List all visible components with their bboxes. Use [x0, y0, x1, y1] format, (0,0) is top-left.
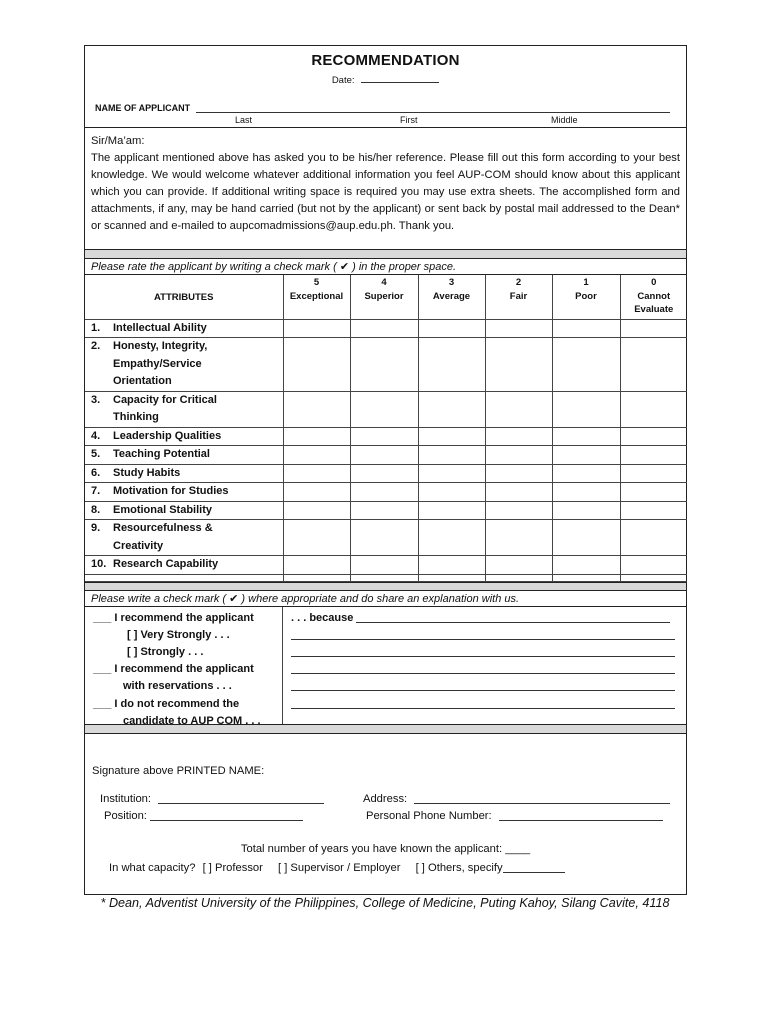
rating-instruction: Please rate the applicant by writing a check mark ( ✔ ) in the proper space.: [85, 259, 686, 275]
phone-row: [366, 809, 663, 822]
rating-cell[interactable]: [350, 464, 418, 483]
date-row: [85, 74, 686, 86]
rating-cell[interactable]: [418, 556, 485, 575]
attribute-row: [85, 391, 687, 427]
rating-cell[interactable]: [552, 319, 620, 338]
rating-cell[interactable]: [620, 464, 687, 483]
recommendation-instruction: Please write a check mark ( ✔ ) where appropriate and do share an explanation with us.: [85, 591, 686, 607]
rating-cell[interactable]: [485, 338, 552, 392]
rating-cell[interactable]: [418, 501, 485, 520]
attribute-row: [85, 319, 687, 338]
rating-cell[interactable]: [350, 446, 418, 465]
address-field[interactable]: [414, 792, 670, 804]
rating-cell[interactable]: [620, 501, 687, 520]
attribute-label-line: Thinking: [113, 411, 159, 423]
others-specify-field[interactable]: [503, 861, 565, 873]
attribute-cell: [85, 427, 283, 446]
address-row: [363, 792, 670, 805]
attribute-number: 9.: [91, 522, 101, 534]
rating-cell[interactable]: [485, 520, 552, 556]
attribute-label-line: Resourcefulness &: [113, 522, 213, 534]
rating-cell[interactable]: [485, 391, 552, 427]
rating-cell[interactable]: [552, 427, 620, 446]
name-part-first: First: [400, 115, 418, 125]
option-very-strongly[interactable]: [ ] Very Strongly . . .: [127, 628, 230, 641]
attribute-number: 7.: [91, 485, 101, 497]
signature-label: Signature above PRINTED NAME:: [92, 764, 265, 777]
others-checkbox[interactable]: [ ] Others, specify: [415, 861, 503, 874]
option-label: I recommend the applicant: [114, 663, 254, 676]
rating-cell[interactable]: [552, 483, 620, 502]
attribute-label-line: Orientation: [113, 375, 172, 387]
attributes-header: ATTRIBUTES: [85, 275, 283, 319]
attribute-number: 1.: [91, 321, 101, 334]
capacity-label: In what capacity?: [109, 861, 196, 874]
rating-cell[interactable]: [552, 556, 620, 575]
attribute-label-line: Capacity for Critical: [113, 393, 217, 406]
attribute-row: [85, 446, 687, 465]
position-row: [104, 809, 303, 822]
applicant-name-field[interactable]: [196, 104, 670, 113]
supervisor-checkbox[interactable]: [ ] Supervisor / Employer: [277, 861, 401, 874]
date-label: Date:: [331, 75, 355, 86]
recommendation-section: [85, 607, 686, 725]
attribute-cell: [85, 446, 283, 465]
explanation-line[interactable]: [291, 628, 675, 640]
option-blank[interactable]: ___: [93, 663, 112, 676]
rating-cell[interactable]: [418, 464, 485, 483]
scale-label: Superior: [364, 290, 404, 302]
institution-field[interactable]: [158, 792, 324, 804]
explanation-line-row: [291, 661, 678, 678]
attribute-number: 5.: [91, 448, 101, 460]
scale-num: 5: [313, 277, 320, 288]
institution-row: [100, 792, 324, 805]
rating-table: [85, 275, 687, 582]
rating-cell[interactable]: [485, 501, 552, 520]
salutation: Sir/Ma’am:: [91, 135, 145, 147]
rating-cell[interactable]: [350, 391, 418, 427]
rating-cell[interactable]: [552, 464, 620, 483]
capacity-row: [109, 861, 565, 874]
attribute-label-line: Honesty, Integrity,: [113, 340, 208, 352]
form-title: RECOMMENDATION: [311, 52, 460, 69]
rating-cell[interactable]: [485, 483, 552, 502]
attribute-row: [85, 464, 687, 483]
rating-cell[interactable]: [620, 427, 687, 446]
attribute-label-line: Study Habits: [113, 466, 181, 479]
explanation-area: [283, 607, 686, 724]
attribute-row: [85, 556, 687, 575]
attribute-number: 10.: [91, 558, 107, 570]
intro-section: [85, 128, 686, 250]
scale-num: 3: [448, 277, 455, 288]
position-label: Position:: [104, 809, 147, 822]
name-part-last: Last: [235, 115, 253, 125]
explanation-line[interactable]: [356, 611, 670, 623]
attribute-label-line: Empathy/Service: [113, 357, 202, 370]
attribute-label-line: Emotional Stability: [113, 503, 213, 516]
attribute-row: [85, 338, 687, 392]
explanation-line-row: [291, 644, 678, 661]
date-field[interactable]: [361, 74, 439, 83]
rating-cell[interactable]: [552, 501, 620, 520]
attribute-label-line: Leadership Qualities: [113, 429, 222, 442]
attribute-label-line: Creativity: [113, 539, 164, 552]
rating-cell[interactable]: [485, 427, 552, 446]
attribute-label: [113, 483, 281, 501]
rating-cell[interactable]: [552, 520, 620, 556]
rating-cell[interactable]: [283, 427, 350, 446]
section-divider: [85, 582, 686, 591]
rating-cell[interactable]: [418, 427, 485, 446]
institution-label: Institution:: [100, 792, 151, 805]
rating-cell[interactable]: [620, 319, 687, 338]
rating-cell[interactable]: [485, 556, 552, 575]
rating-cell[interactable]: [283, 319, 350, 338]
attribute-cell: [85, 501, 283, 520]
attribute-cell: [85, 483, 283, 502]
address-label: Address:: [363, 792, 408, 805]
attribute-label: [113, 465, 281, 483]
rating-cell[interactable]: [283, 520, 350, 556]
rating-cell[interactable]: [283, 338, 350, 392]
attribute-label: [113, 556, 281, 574]
phone-label: Personal Phone Number:: [366, 809, 492, 822]
attribute-label: [113, 428, 281, 446]
footer-note: * Dean, Adventist University of the Philippines, College of Medicine, Puting Kahoy, Silang Cavite, 4118: [100, 896, 670, 910]
explanation-line[interactable]: [291, 662, 675, 674]
scale-header: [620, 275, 687, 319]
rating-cell[interactable]: [418, 483, 485, 502]
rating-cell[interactable]: [283, 391, 350, 427]
form-header: [85, 46, 686, 128]
attribute-label: [113, 502, 281, 520]
recommendation-options: [85, 607, 283, 727]
rating-cell[interactable]: [350, 338, 418, 392]
position-field[interactable]: [150, 809, 303, 821]
rating-cell[interactable]: [283, 446, 350, 465]
attribute-label: [113, 520, 281, 555]
attribute-cell: [85, 520, 283, 556]
scale-label: Average: [432, 290, 471, 302]
rating-cell[interactable]: [283, 483, 350, 502]
rating-cell[interactable]: [552, 391, 620, 427]
rating-cell[interactable]: [620, 338, 687, 392]
rating-cell[interactable]: [485, 319, 552, 338]
attribute-row: [85, 501, 687, 520]
attribute-label-line: Teaching Potential: [113, 448, 210, 460]
explanation-line[interactable]: [291, 645, 675, 657]
rating-cell[interactable]: [418, 520, 485, 556]
rating-cell[interactable]: [283, 501, 350, 520]
option-blank[interactable]: ___: [93, 611, 112, 624]
explanation-line-row: [291, 696, 678, 713]
attribute-label: [113, 392, 281, 427]
rating-cell[interactable]: [283, 556, 350, 575]
applicant-label: NAME OF APPLICANT: [95, 103, 191, 113]
because-label: . . . because: [291, 611, 354, 624]
rating-cell[interactable]: [485, 464, 552, 483]
rating-cell[interactable]: [350, 319, 418, 338]
years-known-label: Total number of years you have known the applicant:: [240, 842, 503, 855]
rating-cell[interactable]: [552, 338, 620, 392]
years-known-row: [85, 843, 686, 855]
attribute-number: 8.: [91, 503, 101, 516]
attribute-cell: [85, 556, 283, 575]
scale-label: Exceptional: [289, 290, 344, 302]
explanation-line-row: [291, 627, 678, 644]
scale-header: [418, 275, 485, 319]
rating-cell[interactable]: [283, 464, 350, 483]
scale-num: 1: [583, 277, 589, 288]
option-label: I do not recommend the: [114, 697, 240, 710]
phone-field[interactable]: [499, 809, 663, 821]
attribute-label: [113, 446, 281, 464]
option-not-recommend[interactable]: [93, 696, 282, 713]
name-part-middle: Middle: [551, 115, 578, 125]
recommendation-form: [84, 45, 687, 895]
attribute-label: [113, 320, 281, 338]
rating-cell[interactable]: [620, 446, 687, 465]
option-reservations-cont: with reservations . . .: [123, 680, 232, 693]
scale-label: Poor: [575, 290, 597, 302]
rating-cell[interactable]: [418, 338, 485, 392]
attribute-label-line: Research Capability: [113, 558, 219, 570]
attribute-number: 4.: [91, 429, 101, 442]
attribute-number: 6.: [91, 466, 101, 479]
attribute-label: [113, 338, 281, 391]
intro-text: The applicant mentioned above has asked you to be his/her reference. Please fill out this form according to your best knowledge. We would welcome whatever additional information you feel AUP-COM should know about this applicant which you can provide. If additional writing space is required you may use extra sheets. The accomplished form and attachments, if any, may be hand carried (but not by the applicant) or sent back by postal mail addressed to the Dean* or scanned and e-mailed to aupcomadmissions@aup.edu.ph. Thank you.: [91, 152, 680, 233]
explanation-line-row: [291, 678, 678, 695]
attribute-number: 3.: [91, 393, 101, 406]
attribute-cell: [85, 338, 283, 392]
explanation-line[interactable]: [291, 697, 675, 709]
rating-cell[interactable]: [350, 520, 418, 556]
option-not-recommend-cont: candidate to AUP COM . . .: [123, 714, 261, 727]
option-reservations[interactable]: [93, 661, 282, 678]
scale-header: [283, 275, 350, 319]
rating-cell[interactable]: [620, 520, 687, 556]
section-divider: [85, 250, 686, 259]
rating-cell[interactable]: [418, 391, 485, 427]
attribute-cell: [85, 319, 283, 338]
scale-header: [552, 275, 620, 319]
rating-cell[interactable]: [620, 483, 687, 502]
option-recommend[interactable]: [93, 610, 282, 627]
professor-checkbox[interactable]: [ ] Professor: [202, 861, 263, 874]
rating-cell[interactable]: [350, 501, 418, 520]
rating-cell[interactable]: [620, 556, 687, 575]
because-row: [291, 610, 678, 627]
years-known-field[interactable]: ____: [505, 842, 531, 855]
attribute-row: [85, 483, 687, 502]
attribute-label-line: Motivation for Studies: [113, 485, 229, 497]
rating-cell[interactable]: [350, 427, 418, 446]
rating-cell[interactable]: [418, 319, 485, 338]
signature-section: [85, 734, 686, 894]
scale-num: 4: [381, 277, 387, 288]
scale-label: Fair: [509, 290, 528, 302]
attribute-label-line: Intellectual Ability: [113, 321, 207, 334]
attribute-number: 2.: [91, 340, 101, 352]
scale-header: [485, 275, 552, 319]
rating-cell[interactable]: [350, 483, 418, 502]
explanation-line[interactable]: [291, 679, 675, 691]
scale-num: 2: [515, 277, 522, 288]
scale-header: [350, 275, 418, 319]
attribute-cell: [85, 464, 283, 483]
scale-label: Cannot Evaluate: [634, 290, 674, 315]
option-label: I recommend the applicant: [114, 611, 254, 624]
rating-cell[interactable]: [552, 446, 620, 465]
attribute-row: [85, 520, 687, 556]
rating-spacer-row: [85, 574, 687, 581]
attribute-row: [85, 427, 687, 446]
rating-cell[interactable]: [418, 446, 485, 465]
attribute-cell: [85, 391, 283, 427]
rating-cell[interactable]: [620, 391, 687, 427]
applicant-row: [95, 103, 670, 113]
rating-cell[interactable]: [350, 556, 418, 575]
rating-header-row: [85, 275, 687, 319]
option-blank[interactable]: ___: [93, 697, 112, 710]
rating-cell[interactable]: [485, 446, 552, 465]
option-strongly[interactable]: [ ] Strongly . . .: [127, 645, 204, 658]
scale-num: 0: [651, 277, 657, 288]
